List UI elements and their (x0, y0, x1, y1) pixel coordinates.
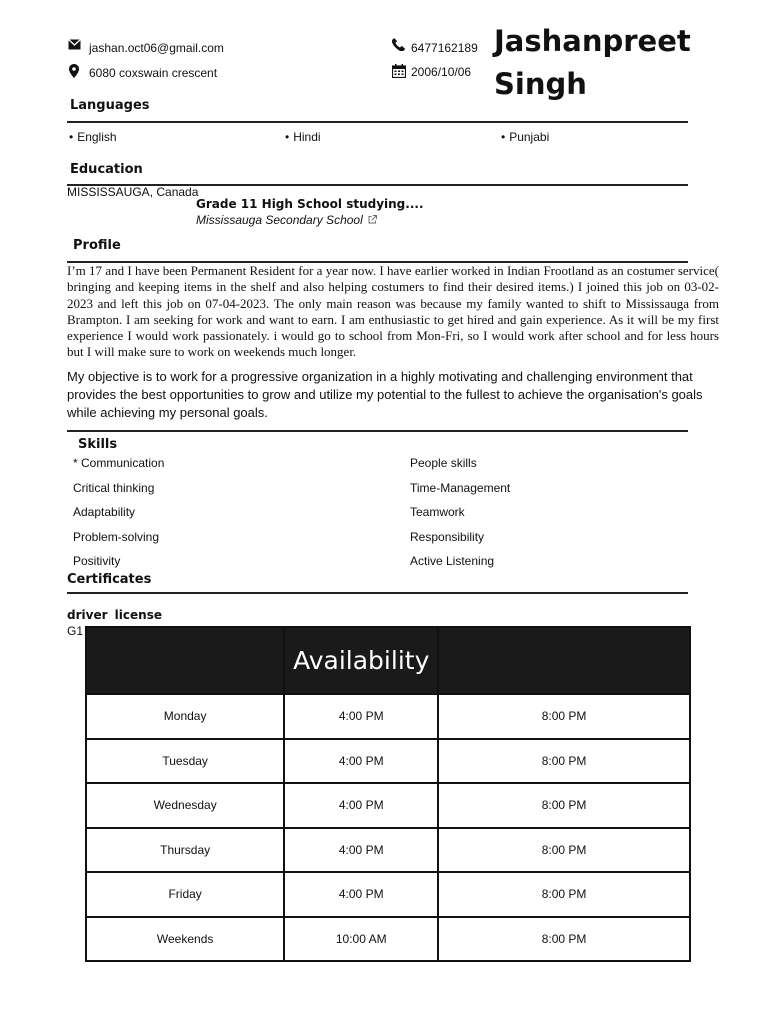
day-cell: Friday (86, 872, 284, 917)
education-school-link[interactable] (196, 213, 377, 227)
language-item: • English (69, 130, 117, 144)
skills-title: Skills (78, 437, 118, 452)
language-item: • Punjabi (501, 130, 549, 144)
end-time-cell: 8:00 PM (438, 694, 690, 739)
first-name: Jashanpreet (494, 24, 691, 58)
table-row (86, 694, 690, 739)
skill-item: Positivity (73, 554, 121, 568)
availability-table (85, 626, 691, 962)
last-name: Singh (494, 67, 587, 101)
skill-item: Teamwork (410, 505, 465, 519)
start-time-cell: 10:00 AM (284, 917, 438, 962)
skill-item: Adaptability (73, 505, 136, 519)
day-cell: Tuesday (86, 739, 284, 784)
table-row (86, 917, 690, 962)
skill-item: Active Listening (410, 554, 495, 568)
education-title: Education (70, 162, 143, 177)
profile-paragraph: I’m 17 and I have been Permanent Resident for a year now. I have earlier worked in Indian Frootland as an costumer service( bringing and keeping items in the shelf and also helping costumers to find their desired items.) I joined this job on 03-02-2023 and left this job on 07-04-2023. The only main reason was because my family wanted to shift to Mississauga from Brampton. I am seeking for work and want to earn. I am enthusiastic to get hired and gain experience. As it will be my first experience I would work passionately. i would go to school from Mon-Fri, so I would work after school and for less hours but I will make sure to work on weekends much longer. (67, 263, 719, 360)
start-time-cell: 4:00 PM (284, 694, 438, 739)
language-item: • Hindi (285, 130, 321, 144)
start-time-cell: 4:00 PM (284, 739, 438, 784)
address-text: 6080 coxswain crescent (89, 66, 218, 80)
end-time-cell: 8:00 PM (438, 917, 690, 962)
availability-header-row (86, 627, 690, 694)
profile-title: Profile (73, 238, 121, 253)
mail-icon (68, 39, 81, 50)
external-link-icon (368, 215, 377, 224)
table-row (86, 872, 690, 917)
certificate-detail: G1 (67, 624, 84, 638)
education-location: MISSISSAUGA, Canada (67, 185, 199, 199)
education-school: Mississauga Secondary School (196, 213, 363, 227)
start-time-cell: 4:00 PM (284, 828, 438, 873)
education-degree: Grade 11 High School studying.... (196, 197, 424, 211)
certificate-name: driver license (67, 608, 162, 622)
end-time-cell: 8:00 PM (438, 872, 690, 917)
objective-paragraph: My objective is to work for a progressive organization in a highly motivating and challenging environment that provides the best opportunities to grow and utilize my potential to the fullest to achieve the organisation's goals while achieving my personal goals. (67, 369, 703, 420)
end-time-cell: 8:00 PM (438, 828, 690, 873)
skill-item: Problem-solving (73, 530, 160, 544)
availability-header-blank (86, 627, 284, 694)
skill-item: Critical thinking (73, 481, 155, 495)
start-time-cell: 4:00 PM (284, 872, 438, 917)
phone-icon (392, 38, 405, 51)
day-cell: Wednesday (86, 783, 284, 828)
table-row (86, 739, 690, 784)
certificates-title: Certificates (67, 572, 152, 587)
skill-item: People skills (410, 456, 477, 470)
start-time-cell: 4:00 PM (284, 783, 438, 828)
email-text: jashan.oct06@gmail.com (89, 41, 224, 55)
certificates-divider (67, 592, 688, 594)
day-cell: Monday (86, 694, 284, 739)
availability-title: Availability (284, 627, 438, 694)
skill-item: * Communication (73, 456, 165, 470)
end-time-cell: 8:00 PM (438, 783, 690, 828)
skills-divider (67, 430, 688, 432)
phone-text: 6477162189 (411, 41, 478, 55)
day-cell: Thursday (86, 828, 284, 873)
end-time-cell: 8:00 PM (438, 739, 690, 784)
table-row (86, 783, 690, 828)
languages-divider (67, 121, 688, 123)
calendar-icon (392, 64, 406, 78)
location-pin-icon (69, 64, 79, 78)
dob-text: 2006/10/06 (411, 65, 472, 79)
availability-header-blank (438, 627, 690, 694)
day-cell: Weekends (86, 917, 284, 962)
languages-title: Languages (70, 98, 150, 113)
skill-item: Time-Management (410, 481, 511, 495)
table-row (86, 828, 690, 873)
skill-item: Responsibility (410, 530, 485, 544)
